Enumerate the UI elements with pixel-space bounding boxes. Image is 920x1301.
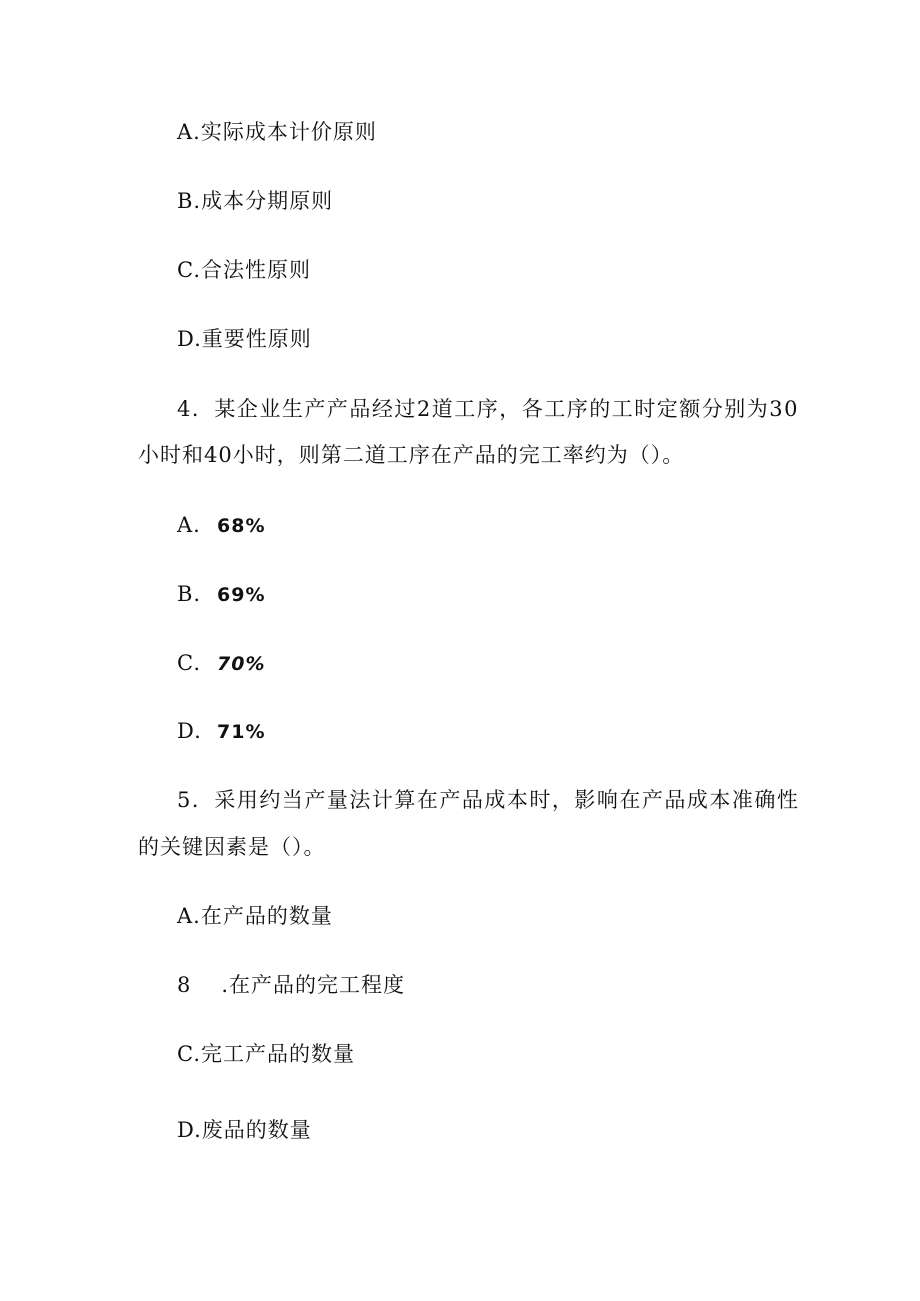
- option-value: 70%: [217, 653, 266, 675]
- option-value: 69%: [217, 584, 266, 606]
- q4-option-b: [177, 582, 265, 607]
- q3-option-d: D.重要性原则: [177, 327, 312, 351]
- q4-option-c: [177, 651, 265, 676]
- q5-stem-line2: 的关键因素是（）。: [138, 835, 326, 859]
- option-value: 68%: [217, 515, 266, 537]
- option-value: 71%: [217, 721, 266, 743]
- option-label: A.: [177, 513, 201, 537]
- option-label: C.: [177, 651, 201, 675]
- option-label: B.: [177, 582, 202, 606]
- q5-option-c: C.完工产品的数量: [177, 1042, 355, 1066]
- q3-option-c: C.合法性原则: [177, 258, 311, 282]
- q3-option-a: A.实际成本计价原则: [177, 120, 377, 144]
- q5-option-a: A.在产品的数量: [177, 904, 333, 928]
- q3-option-b: B.成本分期原则: [177, 189, 334, 213]
- q5-option-b: [177, 973, 405, 997]
- q5-stem-line1: 5．采用约当产量法计算在产品成本时，影响在产品成本准确性: [177, 788, 800, 812]
- q4-option-d: [177, 719, 265, 744]
- option-label: D.: [177, 719, 202, 743]
- option-number: 8: [177, 973, 192, 997]
- q5-option-d: D.废品的数量: [177, 1118, 312, 1142]
- q4-stem-line2: 小时和40小时，则第二道工序在产品的完工率约为（）。: [138, 443, 685, 467]
- q4-stem-line1: 4．某企业生产产品经过2道工序，各工序的工时定额分别为30: [177, 397, 799, 421]
- q4-option-a: [177, 513, 265, 538]
- option-text: .在产品的完工程度: [221, 973, 406, 997]
